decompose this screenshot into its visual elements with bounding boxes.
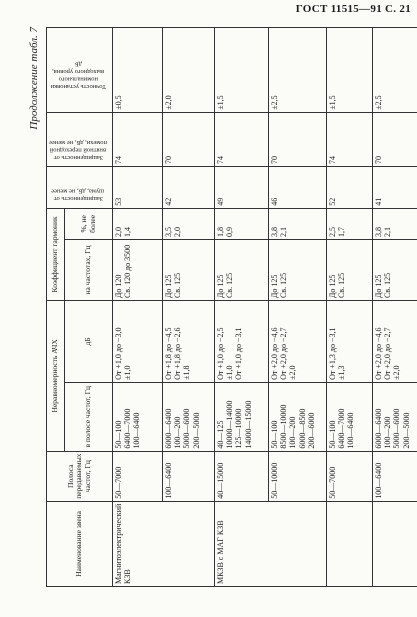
- row-freq-line: 100—200: [383, 416, 393, 449]
- row-db-line: ±2,0: [392, 365, 402, 380]
- row-freq-line: 14000—15000: [243, 400, 253, 449]
- table-body: [113, 28, 417, 587]
- row-freq-line: 6000—6400: [164, 408, 173, 449]
- data-table: [46, 27, 417, 587]
- col-name: Наименование звена: [47, 501, 113, 586]
- row-db-line: ±1,8: [182, 365, 192, 380]
- row-pct-line: 3,8: [270, 226, 279, 237]
- table-row: [215, 28, 269, 587]
- row-db: [373, 301, 417, 383]
- row-pct-line: 1,4: [123, 226, 133, 237]
- col-pct: %, не более: [65, 208, 113, 239]
- row-freq: [327, 382, 373, 451]
- row-harmonic-freq-line: Св. 125: [383, 272, 393, 299]
- row-freq-line: 5000—6000: [392, 408, 402, 449]
- row-pct-line: 1,7: [337, 226, 347, 237]
- row-pct-line: 3,5: [164, 226, 173, 237]
- row-pct: [113, 208, 163, 239]
- row-harmonic-freq: [327, 239, 373, 300]
- row-db-line: От +1,0 до −3,1: [234, 327, 244, 380]
- row-db-line: От +1,0 до −2,5: [216, 327, 225, 380]
- row-freq: [113, 382, 163, 451]
- row-freq-line: 100—200: [288, 416, 298, 449]
- row-harmonic-freq: [113, 239, 163, 300]
- row-harmonic-freq-line: До 125: [216, 274, 225, 299]
- row-level: ±0,5: [113, 28, 163, 113]
- row-freq: [215, 382, 269, 451]
- row-db-line: От +1,8 до −4,5: [164, 327, 173, 380]
- row-freq-line: 10000—14000: [225, 400, 235, 449]
- row-freq-line: 8500—10000: [279, 404, 289, 449]
- row-harmonic-freq-line: Св. 125: [279, 272, 289, 299]
- row-interference: 74: [113, 112, 163, 166]
- row-pct: [215, 208, 269, 239]
- row-harmonic-freq: [215, 239, 269, 300]
- row-freq-line: 40—125: [216, 420, 225, 449]
- row-freq: [373, 382, 417, 451]
- row-freq-line: 200—6000: [306, 412, 316, 449]
- row-harmonic-freq: [373, 239, 417, 300]
- row-harmonic-freq-line: До 125: [164, 274, 173, 299]
- row-db-line: От +1,8 до −2,6: [173, 327, 183, 380]
- row-passband: 50—7000: [113, 451, 163, 501]
- row-pct-line: 2,5: [328, 226, 337, 237]
- row-db-line: От +2,0 до −2,7: [383, 327, 393, 380]
- row-name: [327, 501, 373, 586]
- row-level: ±2,5: [373, 28, 417, 113]
- col-level: Точность установки номинального выходного уровня, дБ: [47, 28, 113, 113]
- row-noise: 52: [327, 167, 373, 209]
- row-freq-line: 50—100: [114, 420, 123, 449]
- row-passband: 50—10000: [269, 451, 327, 501]
- row-harmonic-freq-line: До 125: [374, 274, 383, 299]
- row-interference: 70: [163, 112, 215, 166]
- row-harmonic-freq-line: До 125: [328, 274, 337, 299]
- col-db: дБ: [65, 301, 113, 383]
- row-noise: 41: [373, 167, 417, 209]
- row-freq-line: 5000—6000: [182, 408, 192, 449]
- row-harmonic-freq: [163, 239, 215, 300]
- col-harmonic-group: Коэффициент гармоник: [47, 208, 65, 300]
- row-passband: 100—6400: [373, 451, 417, 501]
- rotated-page: [28, 27, 411, 587]
- row-db-line: От +2,0 до −4,6: [270, 327, 279, 380]
- row-passband: 100—6400: [163, 451, 215, 501]
- row-noise: 42: [163, 167, 215, 209]
- row-interference: 74: [327, 112, 373, 166]
- row-pct-line: 2,1: [383, 226, 393, 237]
- row-pct-line: 3,8: [374, 226, 383, 237]
- row-name: МКЗВ с МАГ КЗВ: [215, 501, 327, 586]
- row-noise: 53: [113, 167, 163, 209]
- row-freq-line: 125—10000: [234, 408, 244, 449]
- row-db: [163, 301, 215, 383]
- row-passband: 40—15000: [215, 451, 269, 501]
- row-level: ±1,5: [327, 28, 373, 113]
- col-in-band: в полосе частот, Гц: [65, 382, 113, 451]
- row-interference: 70: [373, 112, 417, 166]
- row-freq-line: 6000—6400: [374, 408, 383, 449]
- row-harmonic-freq-line: Св. 120 до 3500: [123, 244, 133, 299]
- row-db: [269, 301, 327, 383]
- row-db-line: ±1,0: [123, 365, 133, 380]
- row-pct: [327, 208, 373, 239]
- row-level: ±1,5: [215, 28, 269, 113]
- row-noise: 49: [215, 167, 269, 209]
- continuation-label: Продолжение табл. 7: [28, 27, 40, 130]
- row-db: [327, 301, 373, 383]
- table-row: [327, 28, 373, 587]
- row-freq-line: 50—100: [270, 420, 279, 449]
- row-freq-line: 100—6400: [346, 412, 356, 449]
- col-at-freq: на частотах, Гц: [65, 239, 113, 300]
- row-pct-line: 1,8: [216, 226, 225, 237]
- row-harmonic-freq-line: Св. 125: [337, 272, 347, 299]
- row-freq-line: 6400—7000: [337, 408, 347, 449]
- row-freq-line: 100—6400: [132, 412, 142, 449]
- row-name: [373, 501, 417, 586]
- table-row: [373, 28, 417, 587]
- row-harmonic-freq-line: До 120: [114, 274, 123, 299]
- row-db-line: ±1,3: [337, 365, 347, 380]
- row-db-line: От +1,0 до −3,0: [114, 327, 123, 380]
- row-harmonic-freq: [269, 239, 327, 300]
- row-level: ±2,5: [269, 28, 327, 113]
- row-db: [113, 301, 163, 383]
- row-freq: [163, 382, 215, 451]
- row-db-line: От +2,0 до −4,6: [374, 327, 383, 380]
- col-passband: Полоса передаваемых частот, Гц: [47, 451, 113, 501]
- row-db-line: ±2,0: [288, 365, 298, 380]
- row-noise: 46: [269, 167, 327, 209]
- row-db-line: От +1,3 до −3,1: [328, 327, 337, 380]
- row-pct: [163, 208, 215, 239]
- row-interference: 74: [215, 112, 269, 166]
- col-noise: Защищенность от шума, дБ, не менее: [47, 167, 113, 209]
- row-freq: [269, 382, 327, 451]
- row-db: [215, 301, 269, 383]
- row-freq-line: 200—5000: [401, 412, 411, 449]
- row-freq-line: 100—200: [173, 416, 183, 449]
- row-harmonic-freq-line: Св. 125: [225, 272, 235, 299]
- row-pct-line: 2,0: [173, 226, 183, 237]
- row-pct: [373, 208, 417, 239]
- row-pct-line: 2,0: [114, 226, 123, 237]
- row-interference: 70: [269, 112, 327, 166]
- row-db-line: ±1,0: [225, 365, 235, 380]
- row-freq-line: 6000—8500: [297, 408, 307, 449]
- page-header: ГОСТ 11515—91 С. 21: [295, 3, 411, 15]
- row-freq-line: 50—100: [328, 420, 337, 449]
- col-afc-group: Неравномерность АЧХ: [47, 301, 65, 452]
- row-freq-line: 200—5000: [191, 412, 201, 449]
- row-harmonic-freq-line: Св. 125: [173, 272, 183, 299]
- row-name: Магнитоэлектрический КЗВ: [113, 501, 215, 586]
- row-db-line: От +2,0 до −2,7: [279, 327, 289, 380]
- row-freq-line: 6400—7000: [123, 408, 133, 449]
- row-pct: [269, 208, 327, 239]
- row-pct-line: 0,9: [225, 226, 235, 237]
- row-harmonic-freq-line: До 125: [270, 274, 279, 299]
- row-passband: 50—7000: [327, 451, 373, 501]
- col-interference: Защищенность от внятной переходной помехи, дБ, не менее: [47, 112, 113, 166]
- table-row: [113, 28, 163, 587]
- row-level: ±2,0: [163, 28, 215, 113]
- row-pct-line: 2,1: [279, 226, 289, 237]
